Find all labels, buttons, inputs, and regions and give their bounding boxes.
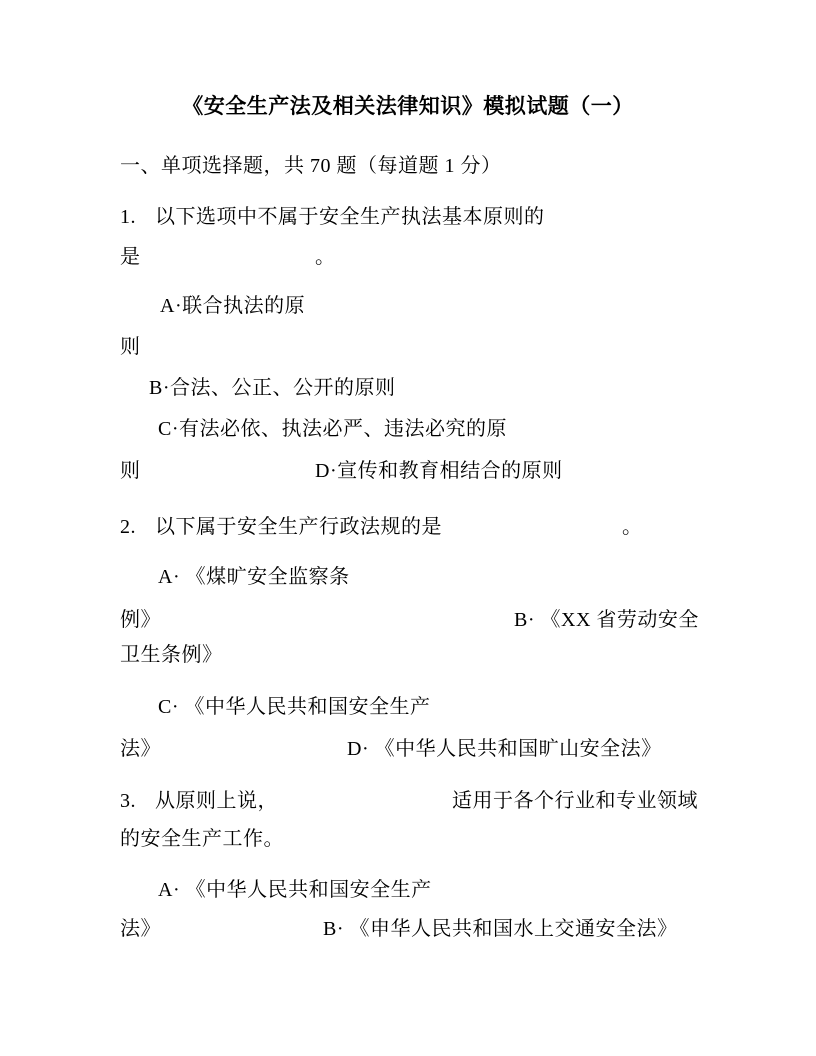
q3-option-b: B· 《申华人民共和国水上交通安全法》 bbox=[323, 918, 678, 940]
q2-option-d: D· 《中华人民共和国旷山安全法》 bbox=[347, 738, 662, 760]
q3-stem-start: 从原则上说， bbox=[155, 790, 278, 812]
q1-stem-text: 以下选项中不属于安全生产执法基本原则的 bbox=[155, 206, 545, 228]
q1-stem-blank-period: 。 bbox=[315, 246, 336, 268]
q2-option-b-line1: B· 《XX 省劳动安全 bbox=[514, 609, 699, 631]
q2-option-c-line1: C· 《中华人民共和国安全生产 bbox=[158, 696, 431, 718]
q1-number: 1. bbox=[120, 206, 136, 228]
q1-option-d: D·宣传和教育相结合的原则 bbox=[315, 460, 563, 482]
q3-option-a-line1: A· 《中华人民共和国安全生产 bbox=[158, 879, 432, 901]
q2-stem-text: 以下属于安全生产行政法规的是 bbox=[155, 516, 442, 538]
q1-option-a-line1: A·联合执法的原 bbox=[160, 295, 306, 317]
section-heading: 一、单项选择题，共 70 题（每道题 1 分） bbox=[120, 155, 502, 177]
q3-stem-after-blank: 适用于各个行业和专业领域 bbox=[452, 790, 698, 812]
q1-option-a-line2: 则 bbox=[120, 336, 141, 358]
q1-option-c-line1: C·有法必依、执法必严、违法必究的原 bbox=[158, 418, 507, 440]
q2-option-a-line2: 例》 bbox=[120, 609, 161, 631]
q3-number: 3. bbox=[120, 790, 136, 812]
q3-stem-line2: 的安全生产工作。 bbox=[120, 828, 284, 850]
q2-option-a-line1: A· 《煤旷安全监察条 bbox=[158, 566, 350, 588]
q1-option-b: B·合法、公正、公开的原则 bbox=[149, 377, 396, 399]
q2-stem-blank-period: 。 bbox=[622, 516, 643, 538]
q3-option-a-line2: 法》 bbox=[120, 918, 161, 940]
q1-stem-wrap: 是 bbox=[120, 246, 141, 268]
document-title: 《安全生产法及相关法律知识》模拟试题（一） bbox=[182, 94, 634, 118]
q2-option-b-line2: 卫生条例》 bbox=[120, 644, 223, 666]
q1-option-c-line2: 则 bbox=[120, 460, 141, 482]
q2-option-c-line2: 法》 bbox=[120, 738, 161, 760]
q2-number: 2. bbox=[120, 516, 136, 538]
